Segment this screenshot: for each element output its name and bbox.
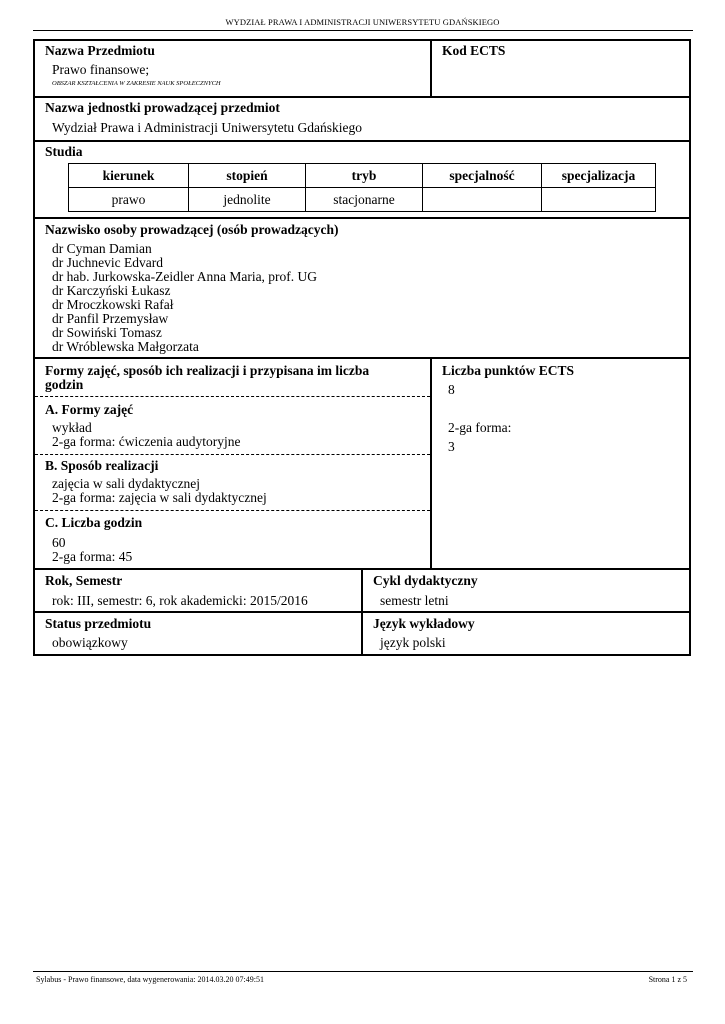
year-semester-label: Rok, Semestr: [45, 573, 123, 588]
lecturer-name: dr Wróblewska Małgorzata: [52, 339, 199, 354]
cell-specjalizacja: [542, 188, 656, 212]
ects-code-label: Kod ECTS: [442, 43, 506, 58]
subject-name-label: Nazwa Przedmiotu: [45, 43, 155, 58]
form-a-label: A. Formy zajęć: [45, 402, 134, 417]
status-value: obowiązkowy: [52, 635, 128, 650]
col-stopien: stopień: [189, 164, 306, 188]
language-label: Język wykładowy: [373, 616, 475, 631]
form-c-value: 2-ga forma: 45: [52, 549, 133, 564]
footer-info: Sylabus - Prawo finansowe, data wygenerowania: 2014.03.20 07:49:51: [36, 975, 264, 984]
form-b-label: B. Sposób realizacji: [45, 458, 159, 473]
footer-rule: [33, 971, 693, 972]
divider: [430, 39, 432, 97]
form-b-value: zajęcia w sali dydaktycznej: [52, 476, 201, 491]
forms-label: Formy zajęć, sposób ich realizacji i przypisana im liczba: [45, 363, 370, 378]
document-header: WYDZIAŁ PRAWA I ADMINISTRACJI UNIWERSYTETU GDAŃSKIEGO: [225, 17, 500, 27]
dashed-divider: [35, 396, 430, 397]
form-b-value: 2-ga forma: zajęcia w sali dydaktycznej: [52, 490, 267, 505]
divider: [430, 357, 432, 569]
col-specjalizacja: specjalizacja: [542, 164, 656, 188]
unit-label: Nazwa jednostki prowadzącej przedmiot: [45, 100, 280, 115]
ects-second-form-label: 2-ga forma:: [448, 420, 512, 435]
lecturers-label: Nazwisko osoby prowadzącej (osób prowadzących): [45, 222, 339, 237]
subject-name-value: Prawo finansowe;: [52, 62, 150, 77]
form-c-label: C. Liczba godzin: [45, 515, 143, 530]
forms-label-cont: godzin: [45, 377, 84, 392]
language-value: język polski: [380, 635, 446, 650]
study-area: OBSZAR KSZTAŁCENIA W ZAKRESIE NAUK SPOŁECZNYCH: [52, 80, 221, 87]
ects-points-label: Liczba punktów ECTS: [442, 363, 575, 378]
cell-stopien: jednolite: [189, 188, 306, 212]
lecturer-name: dr Mroczkowski Rafał: [52, 297, 174, 312]
lecturer-name: dr Karczyński Łukasz: [52, 283, 171, 298]
form-a-value: wykład: [52, 420, 92, 435]
form-a-value: 2-ga forma: ćwiczenia audytoryjne: [52, 434, 241, 449]
unit-value: Wydział Prawa i Administracji Uniwersytetu Gdańskiego: [52, 120, 362, 135]
form-c-value: 60: [52, 535, 66, 550]
dashed-divider: [35, 454, 430, 455]
cell-kierunek: prawo: [69, 188, 189, 212]
divider: [33, 96, 691, 98]
col-specjalnosc: specjalność: [423, 164, 542, 188]
year-semester-value: rok: III, semestr: 6, rok akademicki: 2015/2016: [52, 593, 308, 608]
lecturer-name: dr Juchnevic Edvard: [52, 255, 163, 270]
studies-label: Studia: [45, 144, 83, 159]
status-label: Status przedmiotu: [45, 616, 152, 631]
divider: [33, 611, 691, 613]
dashed-divider: [35, 510, 430, 511]
ects-second-form-value: 3: [448, 439, 455, 454]
cell-specjalnosc: [423, 188, 542, 212]
cell-tryb: stacjonarne: [306, 188, 423, 212]
page-number: Strona 1 z 5: [648, 975, 687, 984]
divider: [33, 140, 691, 142]
lecturer-name: dr Panfil Przemysław: [52, 311, 169, 326]
cycle-value: semestr letni: [380, 593, 449, 608]
header-rule: [33, 30, 693, 31]
divider: [33, 357, 691, 359]
studies-table: [68, 163, 656, 212]
col-tryb: tryb: [306, 164, 423, 188]
ects-points-value: 8: [448, 382, 455, 397]
lecturer-name: dr Sowiński Tomasz: [52, 325, 162, 340]
lecturer-name: dr hab. Jurkowska-Zeidler Anna Maria, prof. UG: [52, 269, 318, 284]
cycle-label: Cykl dydaktyczny: [373, 573, 478, 588]
col-kierunek: kierunek: [69, 164, 189, 188]
lecturer-name: dr Cyman Damian: [52, 241, 152, 256]
divider: [33, 217, 691, 219]
